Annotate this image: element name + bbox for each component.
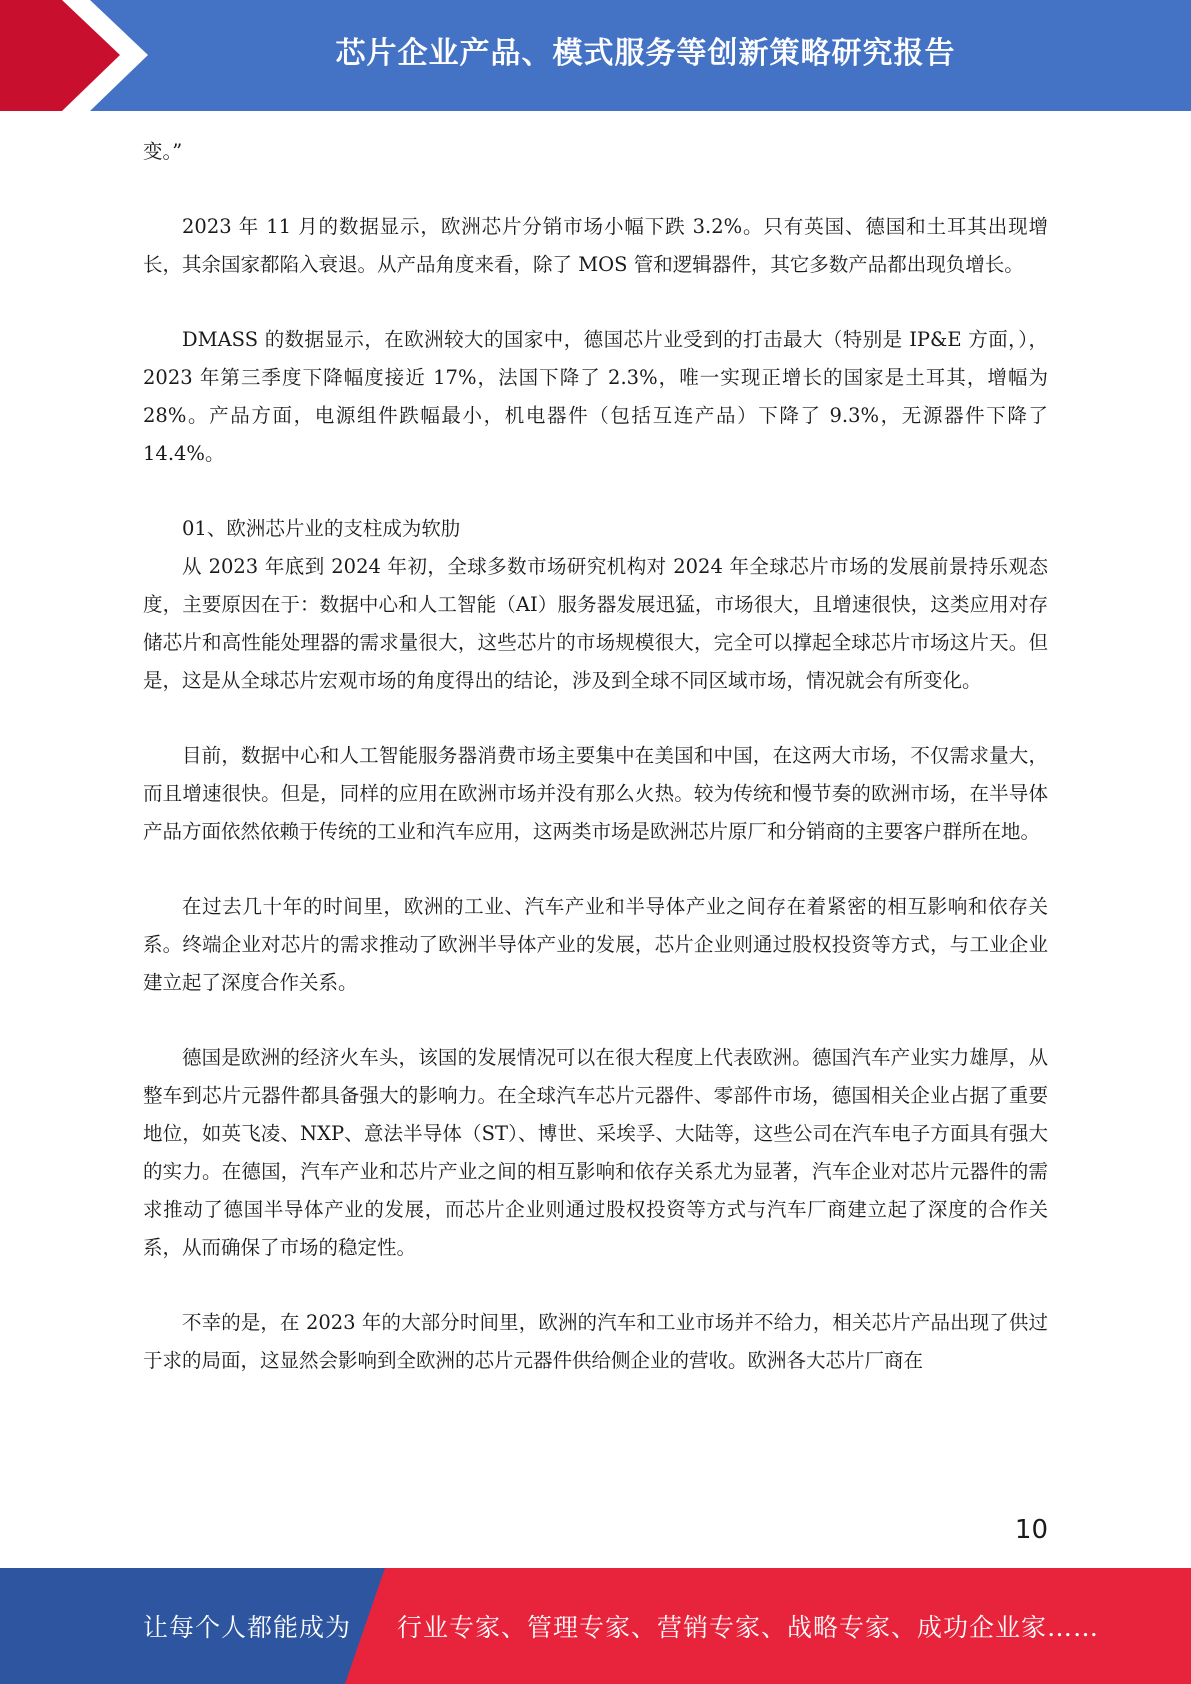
- document-body: [143, 133, 1048, 1380]
- page-number: 10: [1014, 1515, 1048, 1545]
- paragraph-1: 变。”: [143, 140, 183, 163]
- footer-right-text: 行业专家、管理专家、营销专家、战略专家、成功企业家……: [397, 1613, 1100, 1642]
- paragraph-2: 2023 年 11 月的数据显示，欧洲芯片分销市场小幅下跌 3.2%。只有英国、德国和土耳其出现增长，其余国家都陷入衰退。从产品角度来看，除了 MOS 管和逻辑器件，其它多数产品都出现负增长。: [143, 215, 1048, 276]
- paragraph-3: DMASS 的数据显示，在欧洲较大的国家中，德国芯片业受到的打击最大（特别是 IP&E 方面，），2023 年第三季度下降幅度接近 17%，法国下降了 2.3%，唯一实现正增长的国家是土耳其，增幅为 28%。产品方面，电源组件跌幅最小，机电器件（包括互连产品）下降了 9.3%，无源器件下降了 14.4%。: [143, 328, 1048, 465]
- footer-left-text: 让每个人都能成为: [143, 1613, 352, 1642]
- paragraph-5: 目前，数据中心和人工智能服务器消费市场主要集中在美国和中国，在这两大市场，不仅需求量大，而且增速很快。但是，同样的应用在欧洲市场并没有那么火热。较为传统和慢节奏的欧洲市场，在半导体产品方面依然依赖于传统的工业和汽车应用，这两类市场是欧洲芯片原厂和分销商的主要客户群所在地。: [143, 744, 1048, 843]
- paragraph-4: 从 2023 年底到 2024 年初，全球多数市场研究机构对 2024 年全球芯片市场的发展前景持乐观态度，主要原因在于：数据中心和人工智能（AI）服务器发展迅猛，市场很大，且增速很快，这类应用对存储芯片和高性能处理器的需求量很大，这些芯片的市场规模很大，完全可以撑起全球芯片市场这片天。但是，这是从全球芯片宏观市场的角度得出的结论，涉及到全球不同区域市场，情况就会有所变化。: [143, 555, 1048, 692]
- page-title: 芯片企业产品、模式服务等创新策略研究报告: [335, 36, 956, 71]
- paragraph-7: 德国是欧洲的经济火车头，该国的发展情况可以在很大程度上代表欧洲。德国汽车产业实力雄厚，从整车到芯片元器件都具备强大的影响力。在全球汽车芯片元器件、零部件市场，德国相关企业占据了重要地位，如英飞凌、NXP、意法半导体（ST）、博世、采埃孚、大陆等，这些公司在汽车电子方面具有强大的实力。在德国，汽车产业和芯片产业之间的相互影响和依存关系尤为显著，汽车企业对芯片元器件的需求推动了德国半导体产业的发展，而芯片企业则通过股权投资等方式与汽车厂商建立起了深度的合作关系，从而确保了市场的稳定性。: [143, 1046, 1048, 1259]
- paragraph-6: 在过去几十年的时间里，欧洲的工业、汽车产业和半导体产业之间存在着紧密的相互影响和依存关系。终端企业对芯片的需求推动了欧洲半导体产业的发展，芯片企业则通过股权投资等方式，与工业企业建立起了深度合作关系。: [143, 895, 1048, 994]
- paragraph-8: 不幸的是，在 2023 年的大部分时间里，欧洲的汽车和工业市场并不给力，相关芯片产品出现了供过于求的局面，这显然会影响到全欧洲的芯片元器件供给侧企业的营收。欧洲各大芯片厂商在: [143, 1311, 1048, 1372]
- page-header: [0, 0, 1191, 111]
- section-heading: 01、欧洲芯片业的支柱成为软肋: [182, 517, 461, 540]
- header-chevron-icon: [0, 0, 160, 111]
- page-footer: [0, 1568, 1191, 1684]
